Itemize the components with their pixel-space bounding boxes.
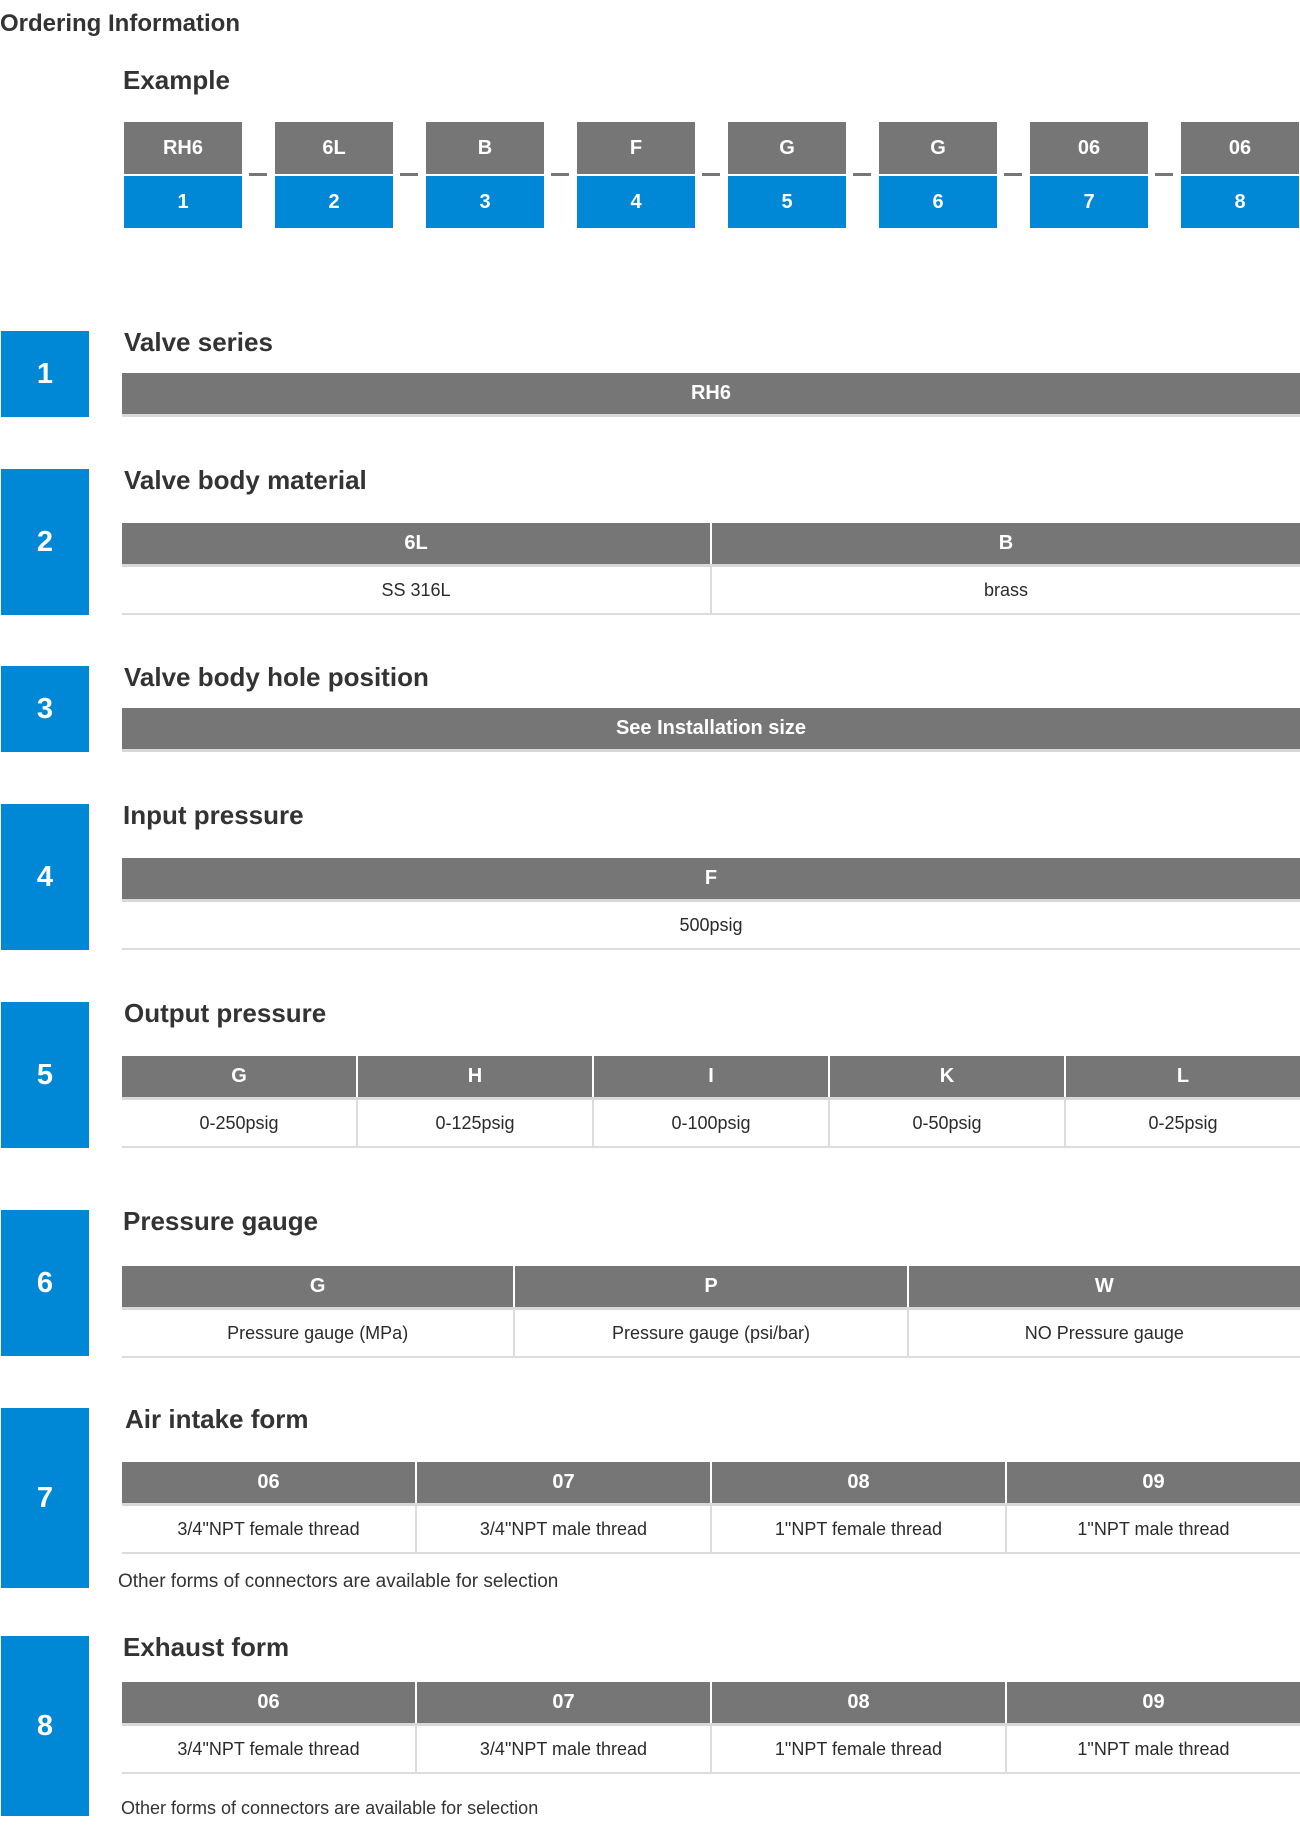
table-header-cell: B — [712, 523, 1300, 564]
example-code-index: 3 — [426, 176, 544, 228]
section-title: Input pressure — [123, 800, 304, 830]
dash-separator — [1004, 173, 1022, 176]
table-header-cell: P — [515, 1266, 908, 1307]
example-code-4 — [577, 122, 695, 228]
table-header-cell: 08 — [712, 1462, 1007, 1503]
table-row — [122, 567, 1300, 613]
example-code-value: G — [879, 122, 997, 174]
dash-separator — [702, 173, 720, 176]
table-header-cell: H — [358, 1056, 594, 1097]
example-code-index: 1 — [124, 176, 242, 228]
input-pressure-table — [122, 858, 1300, 950]
table-header-cell: G — [122, 1266, 515, 1307]
table-cell: Pressure gauge (MPa) — [122, 1310, 515, 1356]
table-row — [122, 902, 1300, 948]
valve-body-material-table — [122, 523, 1300, 615]
table-row — [122, 1506, 1300, 1552]
section-title: Valve body material — [124, 465, 367, 495]
hole-position-bar: See Installation size — [122, 708, 1300, 752]
table-header-row — [122, 1056, 1300, 1100]
table-cell: NO Pressure gauge — [1024, 1322, 1184, 1343]
example-code-index: 5 — [728, 176, 846, 228]
table-header-cell: 06 — [122, 1682, 417, 1723]
example-code-1 — [124, 122, 242, 228]
table-cell: 3/4"NPT female thread — [122, 1726, 417, 1772]
section-number-badge: 7 — [1, 1408, 89, 1588]
table-row — [122, 1100, 1300, 1146]
table-cell: SS 316L — [122, 567, 712, 613]
table-header-cell: 08 — [712, 1682, 1007, 1723]
table-header-row — [122, 1682, 1300, 1726]
example-code-value: RH6 — [124, 122, 242, 174]
example-code-value: G — [728, 122, 846, 174]
table-header-cell: 09 — [1007, 1682, 1300, 1723]
table-cell: brass — [983, 579, 1028, 600]
section-note: Other forms of connectors are available for selection — [121, 1798, 539, 1818]
example-code-8 — [1181, 122, 1299, 228]
table-header-row — [122, 1462, 1300, 1506]
example-code-value: 06 — [1030, 122, 1148, 174]
table-cell: 3/4"NPT male thread — [417, 1726, 712, 1772]
section-number-badge: 5 — [1, 1002, 89, 1148]
table-cell: Pressure gauge (psi/bar) — [515, 1310, 908, 1356]
table-cell: 0-250psig — [122, 1100, 358, 1146]
example-code-value: 06 — [1181, 122, 1299, 174]
dash-separator — [853, 173, 871, 176]
section-number-badge: 4 — [1, 804, 89, 950]
table-header-cell: 06 — [122, 1462, 417, 1503]
table-cell: 3/4"NPT female thread — [122, 1506, 417, 1552]
table-cell: 0-25psig — [1148, 1112, 1218, 1133]
table-header-row — [122, 858, 1300, 902]
section-number-badge: 8 — [1, 1636, 89, 1816]
table-header-cell: 6L — [122, 523, 712, 564]
example-code-3 — [426, 122, 544, 228]
table-cell: 1"NPT female thread — [712, 1726, 1007, 1772]
table-header-row — [122, 523, 1300, 567]
section-title: Exhaust form — [123, 1632, 290, 1662]
section-title: Valve body hole position — [124, 662, 429, 692]
table-header-cell: K — [830, 1056, 1066, 1097]
example-code-index: 7 — [1030, 176, 1148, 228]
table-cell: 1"NPT male thread — [1077, 1738, 1230, 1759]
example-code-2 — [275, 122, 393, 228]
table-cell: 3/4"NPT male thread — [417, 1506, 712, 1552]
output-pressure-table — [122, 1056, 1300, 1148]
table-header-cell: 07 — [417, 1462, 712, 1503]
example-code-index: 6 — [879, 176, 997, 228]
section-title: Valve series — [124, 327, 273, 357]
table-row — [122, 1310, 1300, 1356]
section-number-badge: 2 — [1, 469, 89, 615]
section-number-badge: 6 — [1, 1210, 89, 1356]
pressure-gauge-table — [122, 1266, 1300, 1358]
example-code-index: 4 — [577, 176, 695, 228]
table-header-cell: 07 — [417, 1682, 712, 1723]
example-code-6 — [879, 122, 997, 228]
dash-separator — [551, 173, 569, 176]
table-cell: 0-100psig — [594, 1100, 830, 1146]
section-title: Air intake form — [125, 1404, 309, 1434]
dash-separator — [1155, 173, 1173, 176]
valve-series-bar: RH6 — [122, 373, 1300, 417]
example-code-value: B — [426, 122, 544, 174]
table-header-cell: I — [594, 1056, 830, 1097]
example-code-value: 6L — [275, 122, 393, 174]
dash-separator — [249, 173, 267, 176]
table-header-cell: F — [122, 858, 1300, 899]
section-note: Other forms of connectors are available for selection — [118, 1571, 559, 1592]
table-cell: 1"NPT male thread — [1077, 1518, 1230, 1539]
exhaust-form-table — [122, 1682, 1300, 1774]
table-cell: 0-125psig — [358, 1100, 594, 1146]
air-intake-form-table — [122, 1462, 1300, 1554]
example-title: Example — [123, 65, 230, 95]
example-code-value: F — [577, 122, 695, 174]
section-title: Pressure gauge — [123, 1206, 319, 1236]
example-code-index: 2 — [275, 176, 393, 228]
table-header-cell: 09 — [1007, 1462, 1300, 1503]
table-header-cell: G — [122, 1056, 358, 1097]
example-code-5 — [728, 122, 846, 228]
dash-separator — [400, 173, 418, 176]
table-cell: 1"NPT female thread — [712, 1506, 1007, 1552]
example-code-index: 8 — [1181, 176, 1299, 228]
table-cell: 500psig — [679, 914, 743, 935]
section-title: Output pressure — [124, 998, 327, 1028]
page-title: Ordering Information — [0, 10, 240, 37]
table-header-cell: W — [909, 1266, 1300, 1307]
table-cell: 0-50psig — [830, 1100, 1066, 1146]
example-code-7 — [1030, 122, 1148, 228]
section-number-badge: 1 — [1, 331, 89, 417]
table-header-row — [122, 1266, 1300, 1310]
table-header-cell: L — [1066, 1056, 1300, 1097]
table-row — [122, 1726, 1300, 1772]
section-number-badge: 3 — [1, 666, 89, 752]
